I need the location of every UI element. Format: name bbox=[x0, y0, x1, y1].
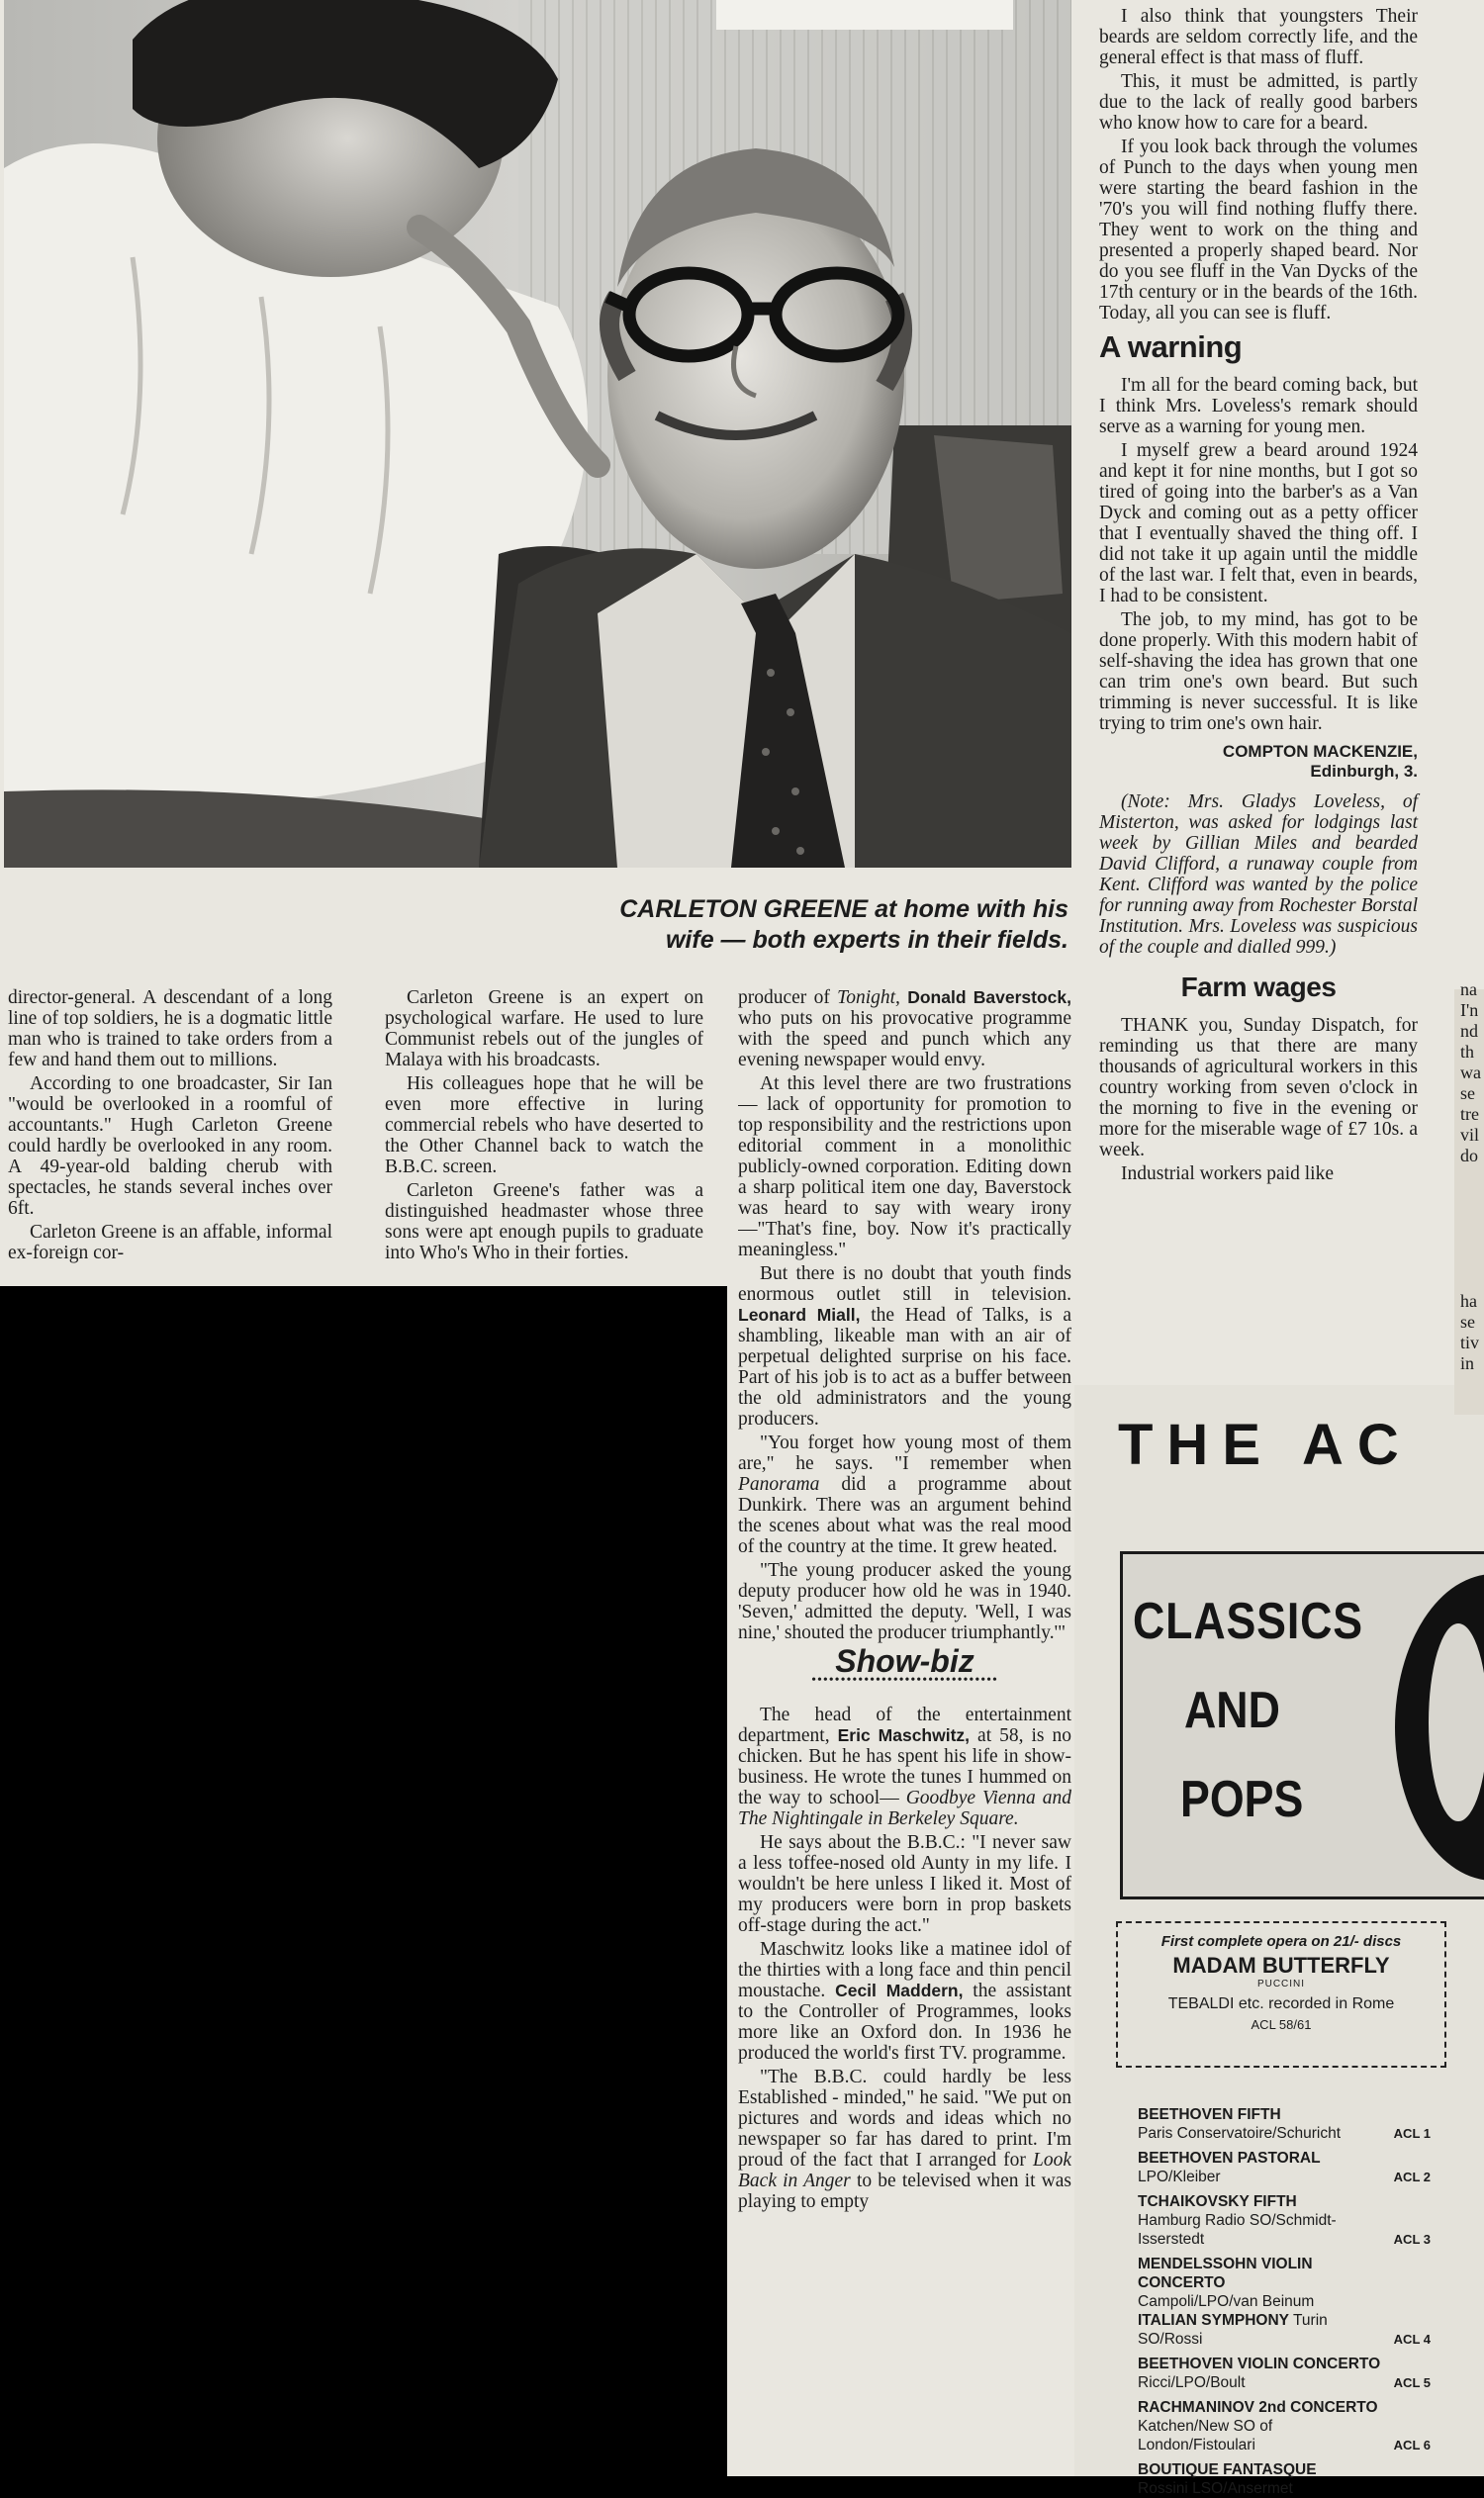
record-item bbox=[1138, 2105, 1431, 2143]
letter-paragraph: This, it must be admitted, is partly due to the lack of really good barbers who know how to care for a beard. bbox=[1099, 71, 1418, 134]
letter-paragraph: THANK you, Sunday Dispatch, for reminding us that there are many thousands of agricultural workers in this country working from seven o'clock in the morning to five in the evening or more for the miserable wage of £7 10s. a week. bbox=[1099, 1015, 1418, 1160]
text-run: producer of bbox=[738, 987, 830, 1008]
record-code: ACL 5 bbox=[1393, 2375, 1431, 2390]
record-item bbox=[1138, 2311, 1431, 2349]
person-name: Eric Maschwitz, bbox=[837, 1725, 971, 1745]
ad-pops-word: POPS bbox=[1180, 1771, 1304, 1828]
article-paragraph: He says about the B.B.C.: "I never saw a less toffee-nosed old Aunty in my life. I wouldn't be here unless I liked it. Most of my producers were born in prop baskets off-stage during the act." bbox=[738, 1832, 1071, 1936]
edge-fragment: th bbox=[1460, 1042, 1475, 1062]
edge-fragment: do bbox=[1460, 1146, 1478, 1165]
programme-title: Panorama bbox=[738, 1474, 820, 1495]
article-column-1 bbox=[8, 987, 332, 1280]
ad-and-word: AND bbox=[1184, 1682, 1280, 1739]
ad-record-list bbox=[1138, 2105, 1431, 2498]
edge-fragment: tiv bbox=[1460, 1333, 1480, 1352]
text-run: who puts on his provocative programme with the speed and punch which any evening newspaper would envy. bbox=[738, 1008, 1071, 1070]
article-paragraph: His colleagues hope that he will be even more effective in luring commercial rebels who have deserted to the Other Channel back to watch the B.B.C. screen. bbox=[385, 1073, 703, 1177]
edge-fragment: se bbox=[1460, 1083, 1475, 1103]
record-title: MENDELSSOHN VIOLIN CONCERTO bbox=[1138, 2256, 1313, 2291]
heading-farm-wages: Farm wages bbox=[1180, 971, 1337, 1002]
record-detail: Hamburg Radio SO/Schmidt-Isserstedt bbox=[1138, 2212, 1337, 2248]
ad-classics-panel bbox=[1120, 1551, 1484, 1899]
record-detail: Turin SO/Rossi bbox=[1138, 2312, 1328, 2348]
record-code: ACL 2 bbox=[1393, 2170, 1431, 2184]
edge-fragment: in bbox=[1460, 1353, 1475, 1373]
caption-line-1: CARLETON GREENE at home with his bbox=[619, 895, 1068, 923]
ad-banner: THE AC bbox=[1118, 1413, 1413, 1477]
article-paragraph: According to one broadcaster, Sir Ian "would be overlooked in a roomful of accountants." Hugh Carleton Greene could hardly be overlooked in any room. A 49-year-old balding cherub with spectacles, he stands several inches over 6ft. bbox=[8, 1073, 332, 1219]
edge-fragment: tre bbox=[1460, 1104, 1479, 1124]
person-name: Leonard Miall, bbox=[738, 1305, 861, 1325]
article-paragraph bbox=[738, 1433, 1071, 1557]
photo-image bbox=[4, 0, 1071, 868]
article-paragraph: Carleton Greene's father was a distinguished headmaster whose three sons were apt enough pupils to graduate into Who's Who in their forties. bbox=[385, 1180, 703, 1263]
record-title: BEETHOVEN PASTORAL bbox=[1138, 2150, 1321, 2167]
edge-fragments-bottom bbox=[1460, 1291, 1484, 1374]
ad-classics-word: CLASSICS bbox=[1133, 1593, 1363, 1650]
record-title: ITALIAN SYMPHONY bbox=[1138, 2312, 1289, 2329]
person-name: Donald Baverstock, bbox=[907, 987, 1071, 1007]
letter-paragraph: Industrial workers paid like bbox=[1121, 1163, 1334, 1184]
ad-opera-code: ACL 58/61 bbox=[1251, 2017, 1312, 2032]
edge-fragment: se bbox=[1460, 1312, 1475, 1332]
heading-show-biz: Show-biz bbox=[835, 1643, 974, 1679]
letter-paragraph: I myself grew a beard around 1924 and kept it for nine months, but I got so tired of going into the barber's as a Van Dyck and coming out as a petty officer that I eventually shaved the thing off. I did not take it up again until the middle of the last war. I felt that, even in beards, I had to be consistent. bbox=[1099, 440, 1418, 606]
programme-title: Look Back in Anger bbox=[738, 2150, 1071, 2191]
ad-opera-tagline: First complete opera on 21/- discs bbox=[1160, 1933, 1402, 1950]
edge-fragment: na bbox=[1460, 979, 1477, 999]
signature-name: COMPTON MACKENZIE, bbox=[1222, 742, 1418, 761]
record-detail: Rossini LSO/Ansermet bbox=[1138, 2480, 1293, 2497]
record-code: ACL 3 bbox=[1393, 2232, 1431, 2247]
edge-fragment: vil bbox=[1460, 1125, 1480, 1145]
record-title: BEETHOVEN VIOLIN CONCERTO bbox=[1138, 2356, 1381, 2372]
text-run: at 58, is no chicken. But he has spent his life in show-business. He wrote the tunes I hummed on the way to school— bbox=[738, 1725, 1071, 1808]
edge-fragment: I'n bbox=[1460, 1000, 1479, 1020]
record-code: ACL 1 bbox=[1393, 2126, 1431, 2141]
record-item bbox=[1138, 2255, 1431, 2311]
record-detail: Katchen/New SO of London/Fistoulari bbox=[1138, 2418, 1273, 2453]
record-title: TCHAIKOVSKY FIFTH bbox=[1138, 2193, 1297, 2210]
text-run: did a programme about Dunkirk. There was an argument behind the scenes about what was the real mood of the country at the time. It grew heated. bbox=[738, 1474, 1071, 1557]
ad-disc-graphic bbox=[1395, 1574, 1484, 1881]
edge-fragment: wa bbox=[1460, 1063, 1481, 1082]
record-title: BOUTIQUE FANTASQUE bbox=[1138, 2461, 1317, 2478]
text-run: "The B.B.C. could hardly be less Established - minded," he said. "We put on pictures and words and ideas which no newspaper so far has dared to print. I'm proud of the fact that I arranged for bbox=[738, 2067, 1071, 2171]
record-item bbox=[1138, 2460, 1431, 2498]
article-paragraph bbox=[738, 1939, 1071, 2064]
record-code: ACL 6 bbox=[1393, 2438, 1431, 2452]
article-paragraph: Carleton Greene is an affable, informal ex-foreign cor- bbox=[8, 1222, 332, 1263]
heading-a-warning: A warning bbox=[1099, 329, 1243, 364]
edge-fragments-top bbox=[1460, 979, 1484, 1166]
record-item bbox=[1138, 2192, 1431, 2249]
article-paragraph: Carleton Greene is an expert on psychological warfare. He used to lure Communist rebels out of the jungles of Malaya with his broadcasts. bbox=[385, 987, 703, 1070]
record-title: RACHMANINOV 2nd CONCERTO bbox=[1138, 2399, 1378, 2416]
ad-opera-title: MADAM BUTTERFLY bbox=[1172, 1953, 1390, 1978]
record-detail: Campoli/LPO/van Beinum bbox=[1138, 2293, 1315, 2310]
record-code: ACL 4 bbox=[1393, 2332, 1431, 2347]
letter-paragraph: I also think that youngsters Their beards are seldom correctly life, and the general effect is that mass of fluff. bbox=[1099, 6, 1418, 68]
record-detail: Paris Conservatoire/Schuricht bbox=[1138, 2125, 1342, 2142]
photo-caption bbox=[376, 894, 1068, 956]
article-paragraph bbox=[738, 1705, 1071, 1829]
record-item bbox=[1138, 2355, 1431, 2392]
article-column-3 bbox=[738, 987, 1071, 2471]
text-run: the assistant to the Controller of Programmes, looks more like an Oxford don. In 1936 he produced the world's first TV. programme. bbox=[738, 1981, 1071, 2064]
record-item bbox=[1138, 2149, 1431, 2186]
song-titles: Goodbye Vienna and The Nightingale in Berkeley Square. bbox=[738, 1788, 1071, 1829]
article-column-2 bbox=[385, 987, 703, 1284]
edge-fragment: nd bbox=[1460, 1021, 1478, 1041]
article-paragraph: director-general. A descendant of a long line of top soldiers, he is a dogmatic little man who is trained to take orders from a few and hand them out to millions. bbox=[8, 987, 332, 1070]
text-run: But there is no doubt that youth finds enormous outlet still in television. bbox=[738, 1263, 1071, 1305]
text-run: the Head of Talks, is a shambling, likeable man with an air of perpetual delighted surprise on his face. Part of his job is to act as a buffer between the old administrators and the young producers. bbox=[738, 1305, 1071, 1430]
ad-opera-recording: TEBALDI etc. recorded in Rome bbox=[1167, 1995, 1395, 2012]
record-detail: Ricci/LPO/Boult bbox=[1138, 2374, 1246, 2391]
signature-place: Edinburgh, 3. bbox=[1310, 762, 1418, 781]
programme-title: Tonight, bbox=[837, 987, 900, 1008]
text-run: Maschwitz looks like a matinee idol of the thirties with a long face and thin pencil moustache. bbox=[738, 1939, 1071, 2001]
record-title: BEETHOVEN FIFTH bbox=[1138, 2106, 1281, 2123]
letter-paragraph: I'm all for the beard coming back, but I think Mrs. Loveless's remark should serve as a warning for young men. bbox=[1099, 375, 1418, 437]
heading-dots: •••••••••••••••••••••••••••••••• bbox=[811, 1673, 998, 1688]
person-name: Cecil Maddern, bbox=[835, 1981, 964, 2000]
letter-paragraph: If you look back through the volumes of Punch to the days when young men were starting the beard fashion in the '70's you will find nothing fluffy there. They went to work on the thing and presented a properly shaped beard. Nor do you see fluff in the Van Dycks of the 17th century or in the beards of the 16th. Today, all you can see is fluff. bbox=[1099, 137, 1418, 324]
caption-line-2: wife — both experts in their fields. bbox=[665, 926, 1068, 954]
record-item bbox=[1138, 2398, 1431, 2454]
text-run: "You forget how young most of them are," he says. "I remember when bbox=[738, 1433, 1071, 1474]
editor-note: (Note: Mrs. Gladys Loveless, of Misterton, was asked for lodgings last week by Gillian Miles and bearded David Clifford, a runaway couple from Kent. Clifford was wanted by the police for running away from Rochester Borstal Institution. Mrs. Loveless was suspicious of the couple and dialled 999.) bbox=[1099, 791, 1418, 958]
ad-opera-box bbox=[1116, 1921, 1446, 2068]
letters-column bbox=[1099, 6, 1418, 1187]
record-detail: LPO/Kleiber bbox=[1138, 2169, 1221, 2185]
article-paragraph: At this level there are two frustrations — lack of opportunity for promotion to top responsibility and the restrictions upon editorial comment in a monolithic publicly-owned corporation. Editing down a sharp political item one day, Baverstock was heard to say with weary irony—"That's fine, boy. Now it's practically meaningless." bbox=[738, 1073, 1071, 1260]
record-advertisement bbox=[1078, 1405, 1484, 2497]
photo-carleton-greene-and-wife bbox=[4, 0, 1071, 868]
article-paragraph bbox=[738, 2067, 1071, 2212]
text-run: to be televised when it was playing to empty bbox=[738, 2171, 1071, 2212]
letter-signature bbox=[1099, 742, 1418, 782]
text-run: The head of the entertainment department, bbox=[738, 1705, 1071, 1746]
article-paragraph bbox=[738, 987, 1071, 1070]
article-paragraph: "The young producer asked the young deputy producer how old he was in 1940. 'Seven,' admitted the deputy. 'Well, I was nine,' shouted the producer triumphantly.'" bbox=[738, 1560, 1071, 1643]
ad-opera-composer: PUCCINI bbox=[1256, 1979, 1306, 1989]
article-paragraph bbox=[738, 1263, 1071, 1430]
letter-paragraph: The job, to my mind, has got to be done properly. With this modern habit of self-shaving the idea has grown that one can trim one's own beard. But such trimming is never successful. It is like trying to trim one's own hair. bbox=[1099, 609, 1418, 734]
edge-fragment: ha bbox=[1460, 1291, 1477, 1311]
